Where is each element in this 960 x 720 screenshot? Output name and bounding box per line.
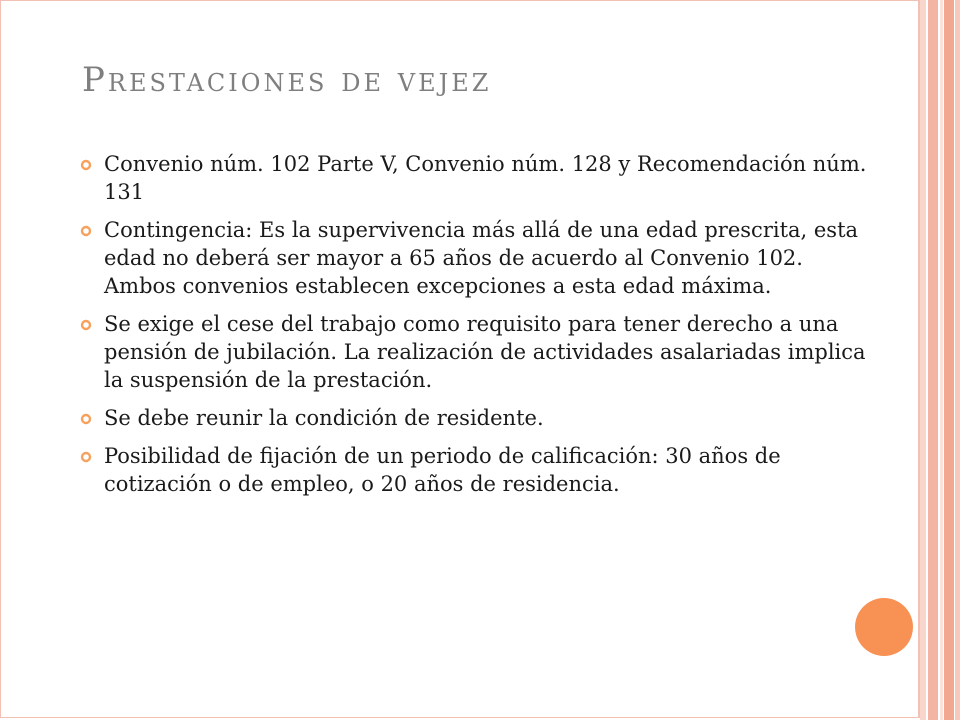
slide-title: Prestaciones de vejez xyxy=(82,60,492,100)
bullet-text: Posibilidad de fijación de un periodo de calificación: 30 años de cotización o de empleo, o 20 años de residencia. xyxy=(104,444,781,496)
bullet-text: Se debe reunir la condición de residente. xyxy=(104,406,544,430)
orange-circle xyxy=(855,598,913,656)
list-item xyxy=(72,442,872,498)
bullet-text: Convenio núm. 102 Parte V, Convenio núm. 128 y Recomendación núm. 131 xyxy=(104,152,867,204)
list-item xyxy=(72,310,872,394)
list-item xyxy=(72,404,872,432)
ring-bullet-icon xyxy=(80,159,92,171)
list-item xyxy=(72,216,872,300)
list-item xyxy=(72,150,872,206)
bullet-text: Contingencia: Es la supervivencia más allá de una edad prescrita, esta edad no deberá ser mayor a 65 años de acuerdo al Convenio 102. Ambos convenios establecen excepciones a esta edad máxima. xyxy=(104,218,859,298)
ring-bullet-icon xyxy=(80,225,92,237)
bullet-text: Se exige el cese del trabajo como requisito para tener derecho a una pensión de jubilación. La realización de actividades asalariadas implica la suspensión de la prestación. xyxy=(104,312,866,392)
decorative-stripes xyxy=(920,0,960,720)
ring-bullet-icon xyxy=(80,319,92,331)
ring-bullet-icon xyxy=(80,413,92,425)
ring-bullet-icon xyxy=(80,451,92,463)
bullet-list xyxy=(72,150,872,508)
